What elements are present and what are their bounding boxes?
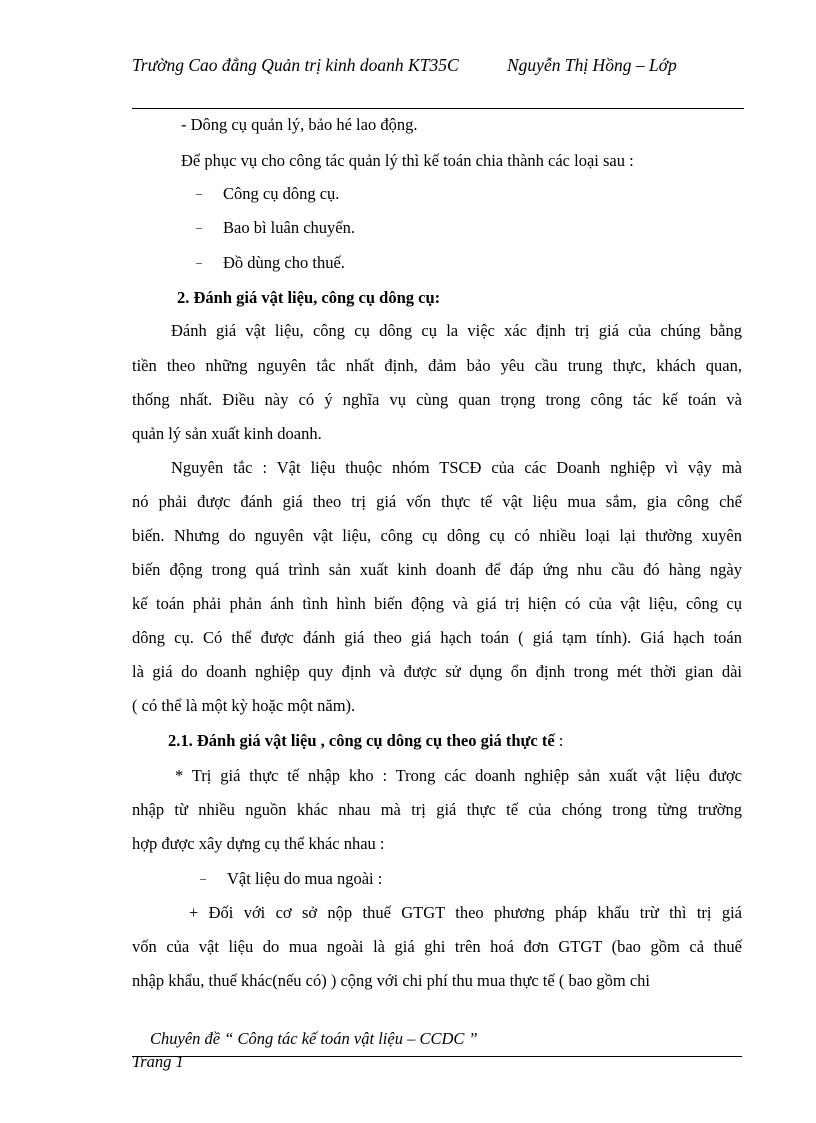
list-item-packaging xyxy=(196,217,806,238)
paragraph-line: thống nhất. Điều này có ý nghĩa vụ cùng quan trọng trong công tác kế toán và xyxy=(132,390,742,409)
paragraph-line: nó phải được đánh giá theo trị giá vốn thực tế vật liệu mua sắm, gia công chế xyxy=(132,492,742,511)
paragraph-line: ( có thể là một kỳ hoặc một năm). xyxy=(132,696,356,715)
list-item-text: Đồ dùng cho thuế. xyxy=(223,253,345,272)
paragraph-line: vốn của vật liệu do mua ngoài là giá ghi trên hoá đơn GTGT (bao gồm cả thuế xyxy=(132,937,742,956)
paragraph-line: Nguyên tắc : Vật liệu thuộc nhóm TSCĐ của các Doanh nghiệp vì vậy mà xyxy=(171,458,742,477)
paragraph-line: là giá do doanh nghiệp quy định và được sử dụng ổn định trong mét thời gian dài xyxy=(132,662,742,681)
header-school-name: Trường Cao đẳng Quản trị kinh doanh KT35C xyxy=(132,55,459,75)
header-author: Nguyễn Thị Hồng – Lớp xyxy=(507,55,677,75)
list-item-rental-items xyxy=(196,252,806,273)
bullet-dash: ‒ xyxy=(196,186,202,200)
paragraph-line: quản lý sản xuất kinh doanh. xyxy=(132,424,322,443)
paragraph-line: biến. Nhưng do nguyên vật liệu, công cụ dông cụ có nhiều loại lại thường xuyên xyxy=(132,526,742,545)
paragraph-line: dông cụ. Có thể được đánh giá theo giá hạch toán ( giá tạm tính). Giá hạch toán xyxy=(132,628,742,647)
bullet-dash: ‒ xyxy=(200,871,206,885)
paragraph-line: Đánh giá vật liệu, công cụ dông cụ la việc xác định trị giá của chúng bằng xyxy=(171,321,742,340)
section-heading-2-1 xyxy=(168,731,778,751)
paragraph-line: tiền theo những nguyên tắc nhất định, đảm bảo yêu cầu trung thực, khách quan, xyxy=(132,356,742,375)
intro-classification: Để phục vụ cho công tác quản lý thì kế toán chia thành các loại sau : xyxy=(181,151,634,170)
section-heading-2: 2. Đánh giá vật liệu, công cụ dông cụ: xyxy=(177,288,441,307)
list-item-tools xyxy=(196,183,806,204)
bullet-dash: ‒ xyxy=(196,220,202,234)
section-heading-colon: : xyxy=(554,731,564,750)
section-heading-text: 2.1. Đánh giá vật liệu , công cụ dông cụ theo giá thực tế xyxy=(168,731,555,750)
paragraph-line: + Đối với cơ sở nộp thuế GTGT theo phương pháp khẩu trừ thì trị giá xyxy=(189,903,742,922)
list-item-purchased-materials xyxy=(200,868,810,889)
list-item-tools-labor-protection: - Dông cụ quản lý, bảo hé lao động. xyxy=(181,115,418,134)
footer-divider xyxy=(132,1056,742,1057)
list-item-text: Bao bì luân chuyển. xyxy=(223,218,355,237)
paragraph-line: nhập khẩu, thuế khác(nếu có) ) cộng với chi phí thu mua thực tế ( bao gồm chi xyxy=(132,971,651,990)
paragraph-line: * Trị giá thực tế nhập kho : Trong các doanh nghiệp sản xuất vật liệu được xyxy=(175,766,742,785)
paragraph-line: kế toán phải phản ánh tình hình biến động và giá trị hiện có của vật liệu, công cụ xyxy=(132,594,742,613)
paragraph-line: biến động trong quá trình sản xuất kinh doanh để đáp ứng nhu cầu đó hàng ngày xyxy=(132,560,742,579)
list-item-text: Vật liệu do mua ngoài : xyxy=(227,869,383,888)
paragraph-line: nhập từ nhiều nguồn khác nhau mà trị giá thực tế của chóng trong từng trường xyxy=(132,800,742,819)
paragraph-line: hợp được xây dựng cụ thể khác nhau : xyxy=(132,834,385,853)
footer-page-number: Trang 1 xyxy=(132,1052,184,1071)
header-divider xyxy=(132,108,744,109)
bullet-dash: ‒ xyxy=(196,255,202,269)
list-item-text: Công cụ dông cụ. xyxy=(223,184,340,203)
footer-topic: Chuyên đề “ Công tác kế toán vật liệu – CCDC ” xyxy=(150,1029,478,1048)
